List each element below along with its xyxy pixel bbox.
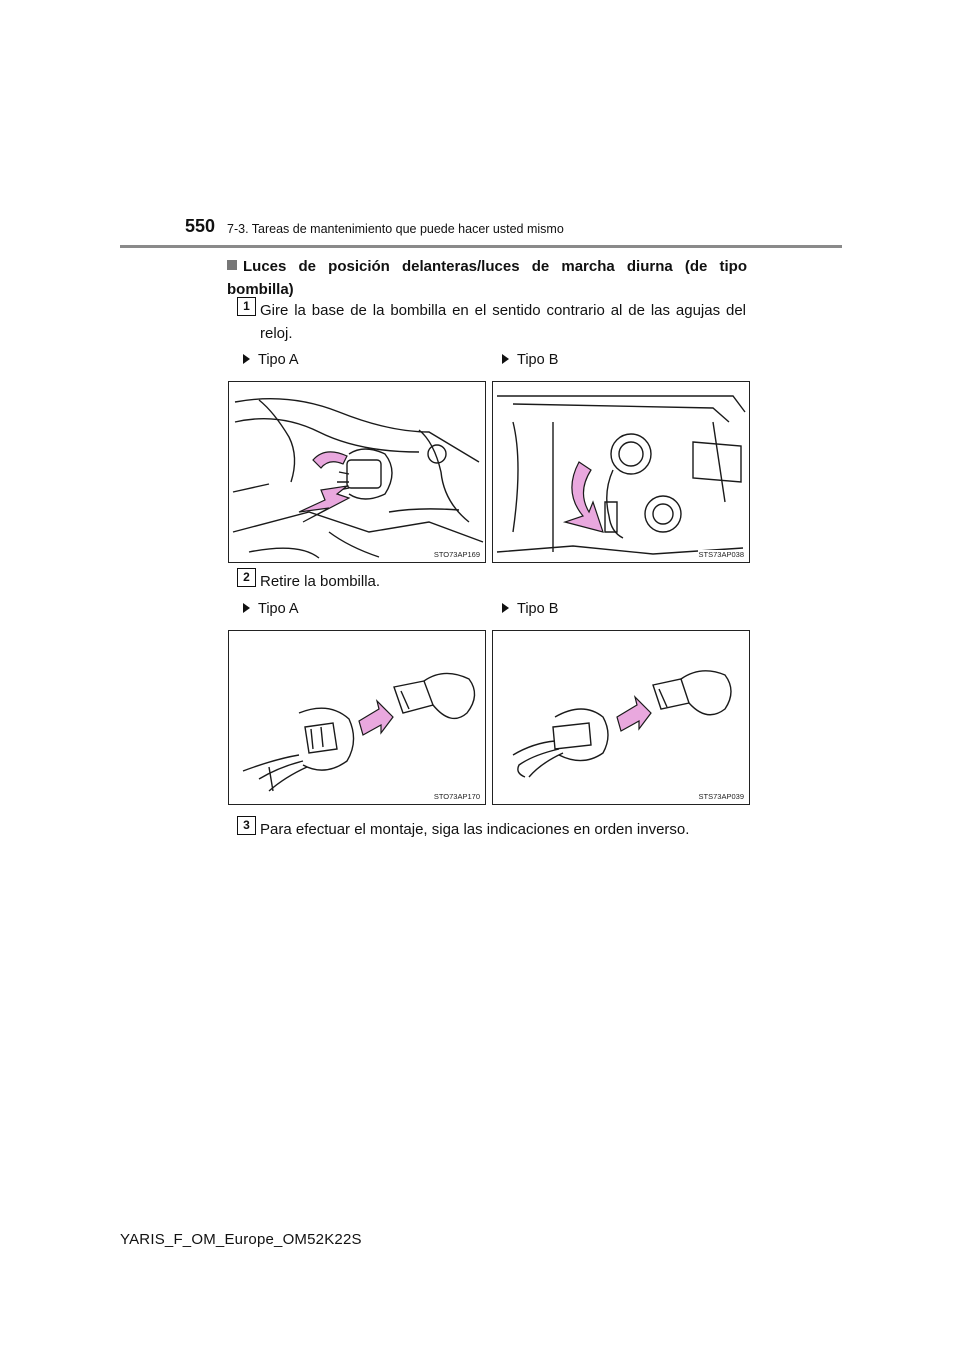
type-a-label-2: Tipo A [243,601,299,617]
header-rule [120,245,842,248]
figure-type-a-remove [228,630,486,805]
step-2-text: Retire la bombilla. [260,573,381,590]
step-number-2: 2 [237,568,256,587]
figure-code: STS73AP038 [698,550,744,559]
figure-type-a-rotate [228,381,486,563]
heading-line-1: Luces de posición delanteras/luces de marcha diurna (de tipo [243,258,747,275]
step-number-3: 3 [237,816,256,835]
subsection-heading [227,255,747,301]
step-1-text [260,299,746,345]
type-b-label-2: Tipo B [502,601,558,617]
document-footer: YARIS_F_OM_Europe_OM52K22S [120,1231,362,1248]
figure-code: STO73AP169 [433,550,480,559]
step-number-1: 1 [237,297,256,316]
heading-line-2: bombilla) [227,281,294,298]
bulb-socket-illustration-a [229,382,485,562]
figure-type-b-remove [492,630,750,805]
triangle-bullet-icon [243,603,250,613]
bulb-socket-illustration-b [493,382,749,562]
page-number: 550 [185,216,216,236]
triangle-bullet-icon [502,354,509,364]
type-b-label-1: Tipo B [502,352,558,368]
bulb-removal-illustration-a [229,631,485,804]
step-1-line-2: reloj. [260,325,293,342]
triangle-bullet-icon [243,354,250,364]
figure-type-b-rotate [492,381,750,563]
step-3-text: Para efectuar el montaje, siga las indicaciones en orden inverso. [260,821,690,838]
square-bullet-icon [227,260,237,270]
section-title: 7-3. Tareas de mantenimiento que puede hacer usted mismo [227,222,564,236]
figure-code: STO73AP170 [433,792,480,801]
step-1-line-1: Gire la base de la bombilla en el sentido contrario al de las agujas del [260,302,746,319]
type-a-label-1: Tipo A [243,352,299,368]
figure-code: STS73AP039 [698,792,744,801]
triangle-bullet-icon [502,603,509,613]
bulb-removal-illustration-b [493,631,749,804]
